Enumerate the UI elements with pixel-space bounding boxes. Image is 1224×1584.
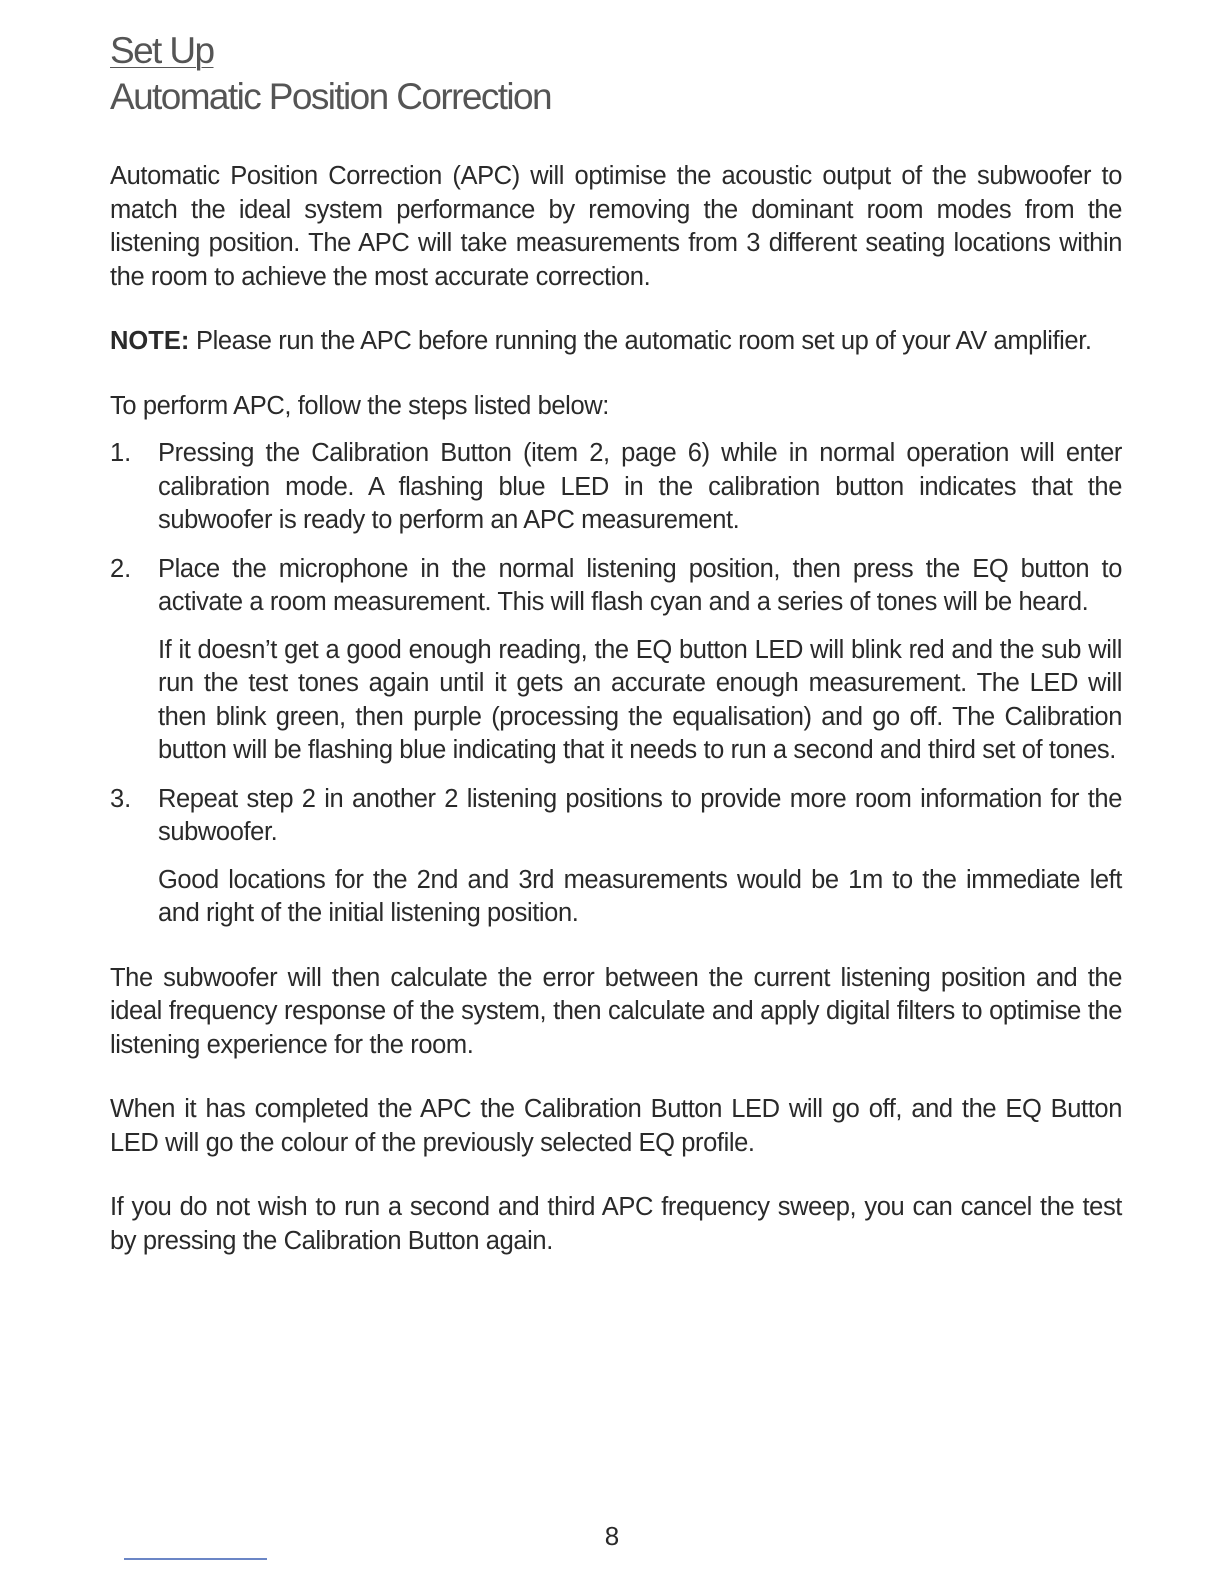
section-title: Set Up bbox=[110, 30, 214, 71]
page-number: 8 bbox=[604, 1521, 620, 1551]
step-paragraph: Place the microphone in the normal listening position, then press the EQ button to activate a room measurement. This will flash cyan and a series of tones will be heard. bbox=[158, 554, 1122, 616]
completion-paragraph: When it has completed the APC the Calibration Button LED will go off, and the EQ Button LED will go the colour of the previously selected EQ profile. bbox=[110, 1095, 1122, 1157]
document-page bbox=[110, 28, 1122, 1258]
step-paragraph: Pressing the Calibration Button (item 2, page 6) while in normal operation will enter calibration mode. A flashing blue LED in the calibration button indicates that the subwoofer is ready to perform an APC measurement. bbox=[158, 439, 1122, 534]
step-number: 2. bbox=[110, 554, 132, 583]
note-text: Please run the APC before running the automatic room set up of your AV amplifier. bbox=[189, 327, 1092, 355]
step-paragraph: Good locations for the 2nd and 3rd measurements would be 1m to the immediate left and right of the initial listening position. bbox=[158, 865, 1122, 927]
step-item bbox=[110, 553, 1122, 768]
intro-paragraph: Automatic Position Correction (APC) will optimise the acoustic output of the subwoofer to match the ideal system performance by removing the dominant room modes from the listening position. The APC will take measurements from 3 different seating locations within the room to achieve the most accurate correction. bbox=[110, 162, 1122, 291]
note-paragraph bbox=[110, 325, 1122, 359]
cancel-paragraph: If you do not wish to run a second and third APC frequency sweep, you can cancel the test by pressing the Calibration Button again. bbox=[110, 1193, 1122, 1255]
step-item bbox=[110, 783, 1122, 931]
step-item bbox=[110, 437, 1122, 538]
page-title: Automatic Position Correction bbox=[110, 76, 551, 117]
steps-lead: To perform APC, follow the steps listed below: bbox=[110, 391, 609, 420]
step-paragraph: If it doesn’t get a good enough reading, the EQ button LED will blink red and the sub will run the test tones again until it gets an accurate enough measurement. The LED will then blink green, then purple (processing the equalisation) and go off. The Calibration button will be flashing blue indicating that it needs to run a second and third set of tones. bbox=[158, 635, 1122, 764]
footer-rule bbox=[124, 1558, 267, 1560]
step-number: 3. bbox=[110, 784, 132, 813]
step-number: 1. bbox=[110, 439, 132, 467]
note-label: NOTE: bbox=[110, 327, 190, 355]
step-paragraph: Repeat step 2 in another 2 listening positions to provide more room information for the subwoofer. bbox=[158, 784, 1122, 846]
steps-list bbox=[110, 437, 1122, 931]
result-paragraph: The subwoofer will then calculate the error between the current listening position and the ideal frequency response of the system, then calculate and apply digital filters to optimise the listening experience for the room. bbox=[110, 963, 1122, 1059]
